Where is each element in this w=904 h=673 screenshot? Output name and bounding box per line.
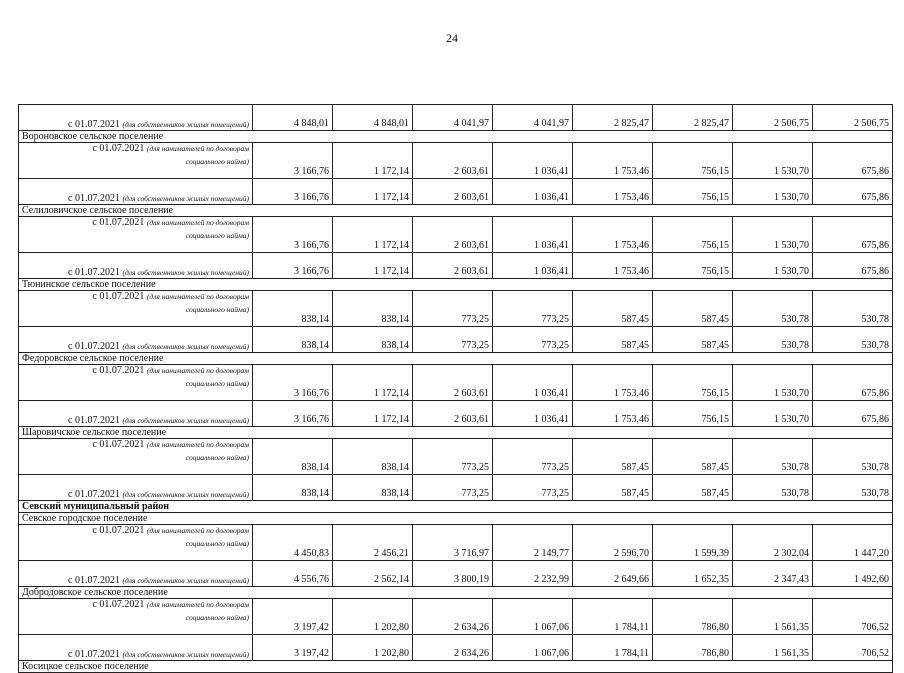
section-title: Добродовское сельское поселение [19, 587, 893, 599]
value-cell: 2 603,61 [413, 365, 493, 401]
value-cell: 587,45 [573, 439, 653, 475]
note-text: (для собственников жилых помещений) [122, 416, 249, 425]
value-cell: 4 041,97 [493, 105, 573, 131]
value-cell: 1 172,14 [333, 401, 413, 427]
date-text: с 01.07.2021 [68, 575, 120, 586]
value-cell: 530,78 [813, 439, 893, 475]
note-text: социального найма) [185, 453, 249, 462]
value-cell: 756,15 [653, 401, 733, 427]
note-text: (для собственников жилых помещений) [122, 650, 249, 659]
value-cell: 4 848,01 [333, 105, 413, 131]
value-cell: 1 753,46 [573, 253, 653, 279]
section-header-row [19, 205, 893, 217]
value-cell: 756,15 [653, 179, 733, 205]
value-cell: 1 753,46 [573, 365, 653, 401]
value-cell: 1 036,41 [493, 401, 573, 427]
note-text: (для нанимателей по договорам [146, 292, 249, 301]
tenants-row [19, 365, 893, 401]
row-label [19, 179, 253, 205]
value-cell: 773,25 [413, 291, 493, 327]
date-text: с 01.07.2021 [68, 193, 120, 204]
value-cell: 2 603,61 [413, 179, 493, 205]
section-header-row [19, 513, 893, 525]
value-cell: 2 506,75 [813, 105, 893, 131]
date-text: с 01.07.2021 [92, 143, 145, 154]
value-cell: 1 530,70 [733, 401, 813, 427]
note-text: социального найма) [185, 231, 249, 240]
value-cell: 2 506,75 [733, 105, 813, 131]
value-cell: 1 172,14 [333, 143, 413, 179]
date-text: с 01.07.2021 [92, 365, 145, 376]
value-cell: 756,15 [653, 253, 733, 279]
value-cell: 4 450,83 [253, 525, 333, 561]
row-label [19, 291, 253, 327]
value-cell: 587,45 [653, 475, 733, 501]
value-cell: 1 172,14 [333, 217, 413, 253]
value-cell: 4 041,97 [413, 105, 493, 131]
section-header-row [19, 661, 893, 673]
value-cell: 675,86 [813, 217, 893, 253]
value-cell: 773,25 [493, 439, 573, 475]
value-cell: 838,14 [333, 291, 413, 327]
tenants-row [19, 143, 893, 179]
section-title: Косицкое сельское поселение [19, 661, 893, 673]
date-text: с 01.07.2021 [68, 119, 120, 130]
tenants-row [19, 599, 893, 635]
value-cell: 2 603,61 [413, 401, 493, 427]
row-label [19, 105, 253, 131]
value-cell: 838,14 [253, 327, 333, 353]
value-cell: 675,86 [813, 143, 893, 179]
note-text: (для собственников жилых помещений) [122, 342, 249, 351]
note-text: (для собственников жилых помещений) [122, 576, 249, 585]
value-cell: 3 197,42 [253, 599, 333, 635]
value-cell: 838,14 [333, 327, 413, 353]
note-text: социального найма) [185, 613, 249, 622]
value-cell: 838,14 [253, 475, 333, 501]
owners-row [19, 475, 893, 501]
date-text: с 01.07.2021 [68, 341, 120, 352]
value-cell: 2 149,77 [493, 525, 573, 561]
value-cell: 1 447,20 [813, 525, 893, 561]
section-title: Севский муниципальный район [19, 501, 893, 513]
value-cell: 530,78 [733, 475, 813, 501]
row-label [19, 599, 253, 635]
section-title: Шаровичское сельское поселение [19, 427, 893, 439]
value-cell: 773,25 [493, 327, 573, 353]
value-cell: 4 556,76 [253, 561, 333, 587]
value-cell: 1 036,41 [493, 253, 573, 279]
section-title: Тюнинское сельское поселение [19, 279, 893, 291]
value-cell: 1 753,46 [573, 217, 653, 253]
note-text: (для собственников жилых помещений) [122, 194, 249, 203]
value-cell: 2 596,70 [573, 525, 653, 561]
value-cell: 1 784,11 [573, 635, 653, 661]
value-cell: 1 036,41 [493, 179, 573, 205]
tariff-table-body [19, 105, 893, 673]
value-cell: 773,25 [413, 475, 493, 501]
value-cell: 587,45 [573, 475, 653, 501]
owners-row [19, 105, 893, 131]
value-cell: 773,25 [493, 475, 573, 501]
value-cell: 756,15 [653, 143, 733, 179]
value-cell: 2 603,61 [413, 253, 493, 279]
tenants-row [19, 439, 893, 475]
note-text: социального найма) [185, 539, 249, 548]
note-text: (для нанимателей по договорам [146, 218, 249, 227]
value-cell: 2 232,99 [493, 561, 573, 587]
row-label [19, 401, 253, 427]
section-title: Севское городское поселение [19, 513, 893, 525]
value-cell: 3 166,76 [253, 217, 333, 253]
value-cell: 2 603,61 [413, 217, 493, 253]
value-cell: 2 347,43 [733, 561, 813, 587]
value-cell: 1 172,14 [333, 365, 413, 401]
value-cell: 3 800,19 [413, 561, 493, 587]
section-header-row [19, 587, 893, 599]
value-cell: 530,78 [733, 439, 813, 475]
note-text: социального найма) [185, 379, 249, 388]
value-cell: 3 166,76 [253, 401, 333, 427]
value-cell: 530,78 [733, 327, 813, 353]
value-cell: 530,78 [813, 475, 893, 501]
owners-row [19, 327, 893, 353]
value-cell: 1 599,39 [653, 525, 733, 561]
tenants-row [19, 525, 893, 561]
value-cell: 1 753,46 [573, 179, 653, 205]
value-cell: 1 202,80 [333, 599, 413, 635]
value-cell: 2 634,26 [413, 599, 493, 635]
value-cell: 2 456,21 [333, 525, 413, 561]
value-cell: 838,14 [253, 439, 333, 475]
date-text: с 01.07.2021 [92, 525, 145, 536]
value-cell: 675,86 [813, 401, 893, 427]
date-text: с 01.07.2021 [68, 649, 120, 660]
row-label [19, 439, 253, 475]
value-cell: 2 649,66 [573, 561, 653, 587]
value-cell: 773,25 [413, 327, 493, 353]
section-header-row [19, 131, 893, 143]
section-title: Селиловичское сельское поселение [19, 205, 893, 217]
row-label [19, 561, 253, 587]
value-cell: 786,80 [653, 599, 733, 635]
value-cell: 675,86 [813, 253, 893, 279]
value-cell: 530,78 [813, 291, 893, 327]
value-cell: 1 652,35 [653, 561, 733, 587]
value-cell: 3 166,76 [253, 143, 333, 179]
value-cell: 1 067,06 [493, 599, 573, 635]
value-cell: 1 036,41 [493, 217, 573, 253]
date-text: с 01.07.2021 [68, 415, 120, 426]
value-cell: 530,78 [813, 327, 893, 353]
note-text: (для собственников жилых помещений) [122, 120, 249, 129]
value-cell: 2 825,47 [653, 105, 733, 131]
value-cell: 3 716,97 [413, 525, 493, 561]
owners-row [19, 635, 893, 661]
value-cell: 1 561,35 [733, 599, 813, 635]
note-text: социального найма) [185, 157, 249, 166]
value-cell: 3 166,76 [253, 179, 333, 205]
section-title: Вороновское сельское поселение [19, 131, 893, 143]
value-cell: 1 753,46 [573, 143, 653, 179]
date-text: с 01.07.2021 [68, 267, 120, 278]
section-header-row [19, 427, 893, 439]
value-cell: 2 562,14 [333, 561, 413, 587]
value-cell: 1 753,46 [573, 401, 653, 427]
value-cell: 756,15 [653, 365, 733, 401]
value-cell: 587,45 [573, 327, 653, 353]
date-text: с 01.07.2021 [92, 439, 145, 450]
row-label [19, 327, 253, 353]
value-cell: 1 530,70 [733, 253, 813, 279]
date-text: с 01.07.2021 [68, 489, 120, 500]
value-cell: 3 166,76 [253, 253, 333, 279]
value-cell: 1 784,11 [573, 599, 653, 635]
value-cell: 773,25 [493, 291, 573, 327]
value-cell: 838,14 [253, 291, 333, 327]
value-cell: 1 036,41 [493, 143, 573, 179]
note-text: (для нанимателей по договорам [146, 440, 249, 449]
note-text: (для нанимателей по договорам [146, 526, 249, 535]
value-cell: 587,45 [653, 439, 733, 475]
value-cell: 706,52 [813, 599, 893, 635]
note-text: социального найма) [185, 305, 249, 314]
section-header-row [19, 353, 893, 365]
value-cell: 838,14 [333, 439, 413, 475]
owners-row [19, 561, 893, 587]
value-cell: 1 530,70 [733, 179, 813, 205]
tenants-row [19, 217, 893, 253]
section-title: Федоровское сельское поселение [19, 353, 893, 365]
value-cell: 3 166,76 [253, 365, 333, 401]
value-cell: 2 634,26 [413, 635, 493, 661]
note-text: (для нанимателей по договорам [146, 144, 249, 153]
row-label [19, 217, 253, 253]
value-cell: 587,45 [653, 327, 733, 353]
owners-row [19, 253, 893, 279]
note-text: (для собственников жилых помещений) [122, 490, 249, 499]
value-cell: 2 825,47 [573, 105, 653, 131]
row-label [19, 475, 253, 501]
date-text: с 01.07.2021 [92, 217, 145, 228]
value-cell: 1 202,80 [333, 635, 413, 661]
value-cell: 1 530,70 [733, 217, 813, 253]
value-cell: 2 603,61 [413, 143, 493, 179]
owners-row [19, 179, 893, 205]
note-text: (для нанимателей по договорам [146, 600, 249, 609]
value-cell: 1 561,35 [733, 635, 813, 661]
value-cell: 675,86 [813, 365, 893, 401]
note-text: (для собственников жилых помещений) [122, 268, 249, 277]
row-label [19, 253, 253, 279]
value-cell: 587,45 [573, 291, 653, 327]
row-label [19, 635, 253, 661]
value-cell: 1 530,70 [733, 143, 813, 179]
note-text: (для нанимателей по договорам [146, 366, 249, 375]
value-cell: 587,45 [653, 291, 733, 327]
tenants-row [19, 291, 893, 327]
value-cell: 773,25 [413, 439, 493, 475]
value-cell: 838,14 [333, 475, 413, 501]
value-cell: 3 197,42 [253, 635, 333, 661]
row-label [19, 525, 253, 561]
value-cell: 2 302,04 [733, 525, 813, 561]
section-header-row [19, 279, 893, 291]
row-label [19, 365, 253, 401]
date-text: с 01.07.2021 [92, 599, 145, 610]
value-cell: 1 172,14 [333, 179, 413, 205]
owners-row [19, 401, 893, 427]
row-label [19, 143, 253, 179]
value-cell: 1 492,60 [813, 561, 893, 587]
value-cell: 1 530,70 [733, 365, 813, 401]
value-cell: 675,86 [813, 179, 893, 205]
value-cell: 1 036,41 [493, 365, 573, 401]
value-cell: 4 848,01 [253, 105, 333, 131]
page-number: 24 [446, 31, 458, 45]
value-cell: 530,78 [733, 291, 813, 327]
value-cell: 756,15 [653, 217, 733, 253]
date-text: с 01.07.2021 [92, 291, 145, 302]
value-cell: 1 172,14 [333, 253, 413, 279]
value-cell: 706,52 [813, 635, 893, 661]
value-cell: 786,80 [653, 635, 733, 661]
value-cell: 1 067,06 [493, 635, 573, 661]
tariff-table [18, 104, 893, 673]
section-header-row [19, 501, 893, 513]
